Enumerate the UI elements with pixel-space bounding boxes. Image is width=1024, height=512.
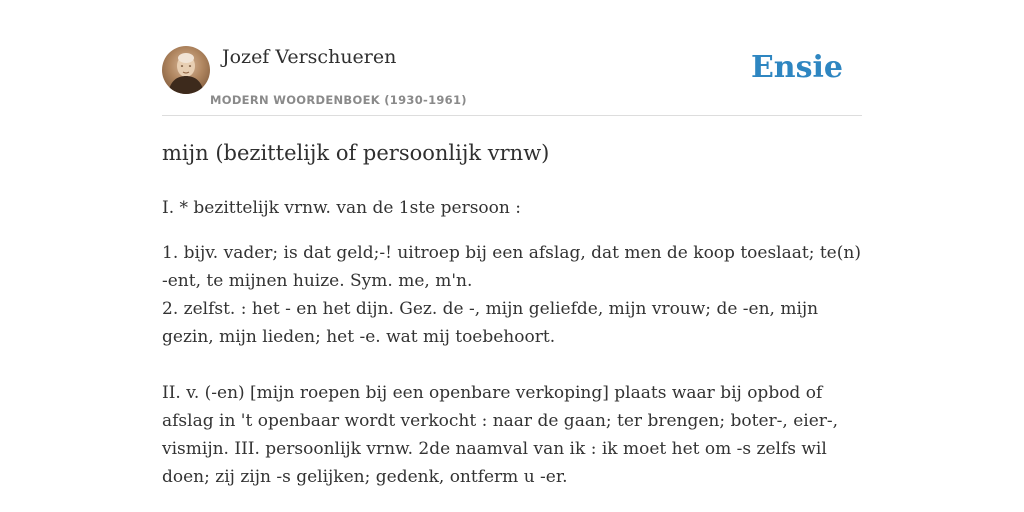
entry-intro: I. * bezittelijk vrnw. van de 1ste persoon :	[162, 198, 521, 218]
definition-line: afslag in 't openbaar wordt verkocht : naar de gaan; ter brengen; boter-, eier-,	[162, 411, 839, 431]
definition-line: 1. bijv. vader; is dat geld;-! uitroep bij een afslag, dat men de koop toeslaat; te(n)	[162, 243, 861, 263]
entry-title: mijn (bezittelijk of persoonlijk vrnw)	[162, 141, 550, 165]
paragraph-gap	[162, 351, 862, 379]
definition-line: vismijn. III. persoonlijk vrnw. 2de naamval van ik : ik moet het om -s zelfs wil	[162, 439, 827, 459]
source-label[interactable]: MODERN WOORDENBOEK (1930-1961)	[210, 93, 467, 107]
definition-line: II. v. (-en) [mijn roepen bij een openbare verkoping] plaats waar bij opbod of	[162, 383, 823, 403]
definition-line: -ent, te mijnen huize. Sym. me, m'n.	[162, 271, 473, 291]
site-logo[interactable]: Ensie	[750, 50, 843, 85]
definition-line: 2. zelfst. : het - en het dijn. Gez. de -, mijn geliefde, mijn vrouw; de -en, mijn	[162, 299, 819, 319]
header-divider	[162, 115, 862, 116]
portrait-image	[162, 46, 210, 94]
definition-line: gezin, mijn lieden; het -e. wat mij toebehoort.	[162, 327, 556, 347]
definition-line: doen; zij zijn -s gelijken; gedenk, ontferm u -er.	[162, 467, 568, 487]
author-name[interactable]: Jozef Verschueren	[222, 46, 397, 68]
author-avatar	[162, 46, 210, 94]
entry-definition	[162, 239, 862, 491]
